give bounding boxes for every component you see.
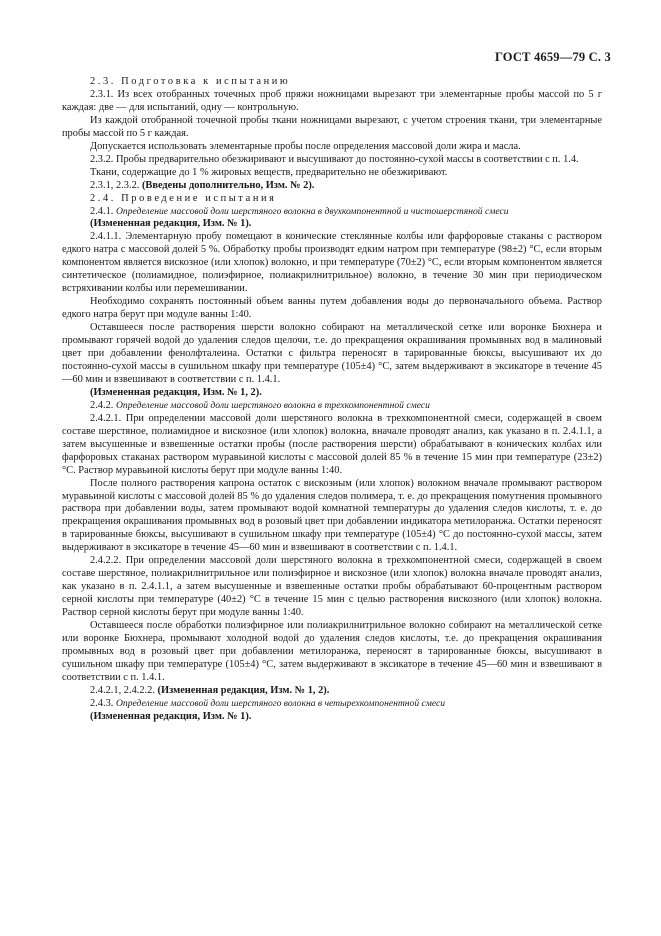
paragraph: 2.4.2.1. При определении массовой доли шерстяного волокна в трехкомпонентной смеси, содержащей в своем составе шерстяное, полиамидное и вискозное (или хлопок) волокна, вначале проводят анализ, как указано в п. 2.4.1.1, а затем высушенные и взвешенные остатки пробы (после растворения шерсти) обрабатывают в конических колбах или фарфоровых стаканах раствором муравьиной кислоты с массовой долей 85 % в течение 15 мин при температуре (23±2) °С. Раствор муравьиной кислоты берут при модуле ванны 1:40.: [62, 412, 602, 476]
page-header: ГОСТ 4659—79 С. 3: [494, 50, 611, 64]
paragraph: Оставшееся после обработки полиэфирное или полиакрилнитрильное волокно собирают на металлической сетке или воронке Бюхнера, промывают холодной водой до удаления следов кислоты, т.е. до прекращения окрашивания промывных вод в розовый цвет при добавлении метилоранжа, переносят в тарированные бюксы, высушивают в сушильном шкафу при температуре (105±4) °С, затем выдерживают в эксикаторе в течение 45—60 мин и взвешивают в соответствии с п. 1.4.1.: [62, 620, 602, 683]
paragraph: Допускается использовать элементарные пробы после определения массовой доли жира и масла.: [90, 140, 521, 152]
amendment-note: 2.4.2.1, 2.4.2.2. (Измененная редакция, Изм. № 1, 2).: [90, 684, 330, 696]
subsection-heading: 2.4.3. Определение массовой доли шерстяного волокна в четырехкомпонентной смеси: [90, 697, 446, 709]
paragraph: Оставшееся после растворения шерсти волокно собирают на металлической сетке или воронке Бюхнера и промывают горячей водой до удаления следов щелочи, т.е. до прекращения окрашивания промывных вод в малиновый цвет при добавлении фенолфталеина. Остатки с фильтра переносят в тарированные бюксы, высушивают их до постоянно-сухой массы в сушильном шкафу при температуре (105±4) °С, затем выдерживают в эксикаторе в течение 45—60 мин и взвешивают в соответствии с п. 1.4.1.: [62, 322, 602, 385]
paragraph: После полного растворения капрона остаток с вискозным (или хлопок) волокном вначале промывают раствором муравьиной кислоты с массовой долей 85 % до удаления следов полимера, т. е. до прекращения помутнения промывного раствора при добавлении воды, затем промывают водой комнатной температуры до удаления следов кислоты, т. е. до прекращения окрашивания промывных вод в розовый цвет при добавлении индикатора метилоранжа. Остатки переносят в тарированные бюксы, высушивают в сушильном шкафу при температуре (105±4) °С до постоянно-сухой массы, затем выдерживают в эксикаторе в течение 45—60 мин и взвешивают в соответствии с п. 1.4.1.: [62, 477, 602, 554]
paragraph: 2.4.1.1. Элементарную пробу помещают в конические стеклянные колбы или фарфоровые стаканы с раствором едкого натра с массовой долей 5 %. Обработку пробы производят едким натром при температуре (98±2) °С, если вторым компонентом является вискозное (или хлопок) волокно, и при температуре (70±2) °С, если вторым компонентом является синтетическое (полиамидное, полиэфирное, полиакрилнитрильное) волокно, в течение 30 мин при периодическом встряхивании колбы или перемешивании.: [62, 231, 602, 295]
subsection-heading: 2.4.2. Определение массовой доли шерстяного волокна в трехкомпонентной смеси: [90, 399, 430, 411]
section-heading: 2.4. Проведение испытания: [90, 192, 277, 204]
paragraph: Необходимо сохранять постоянный объем ванны путем добавления воды до первоначального объема. Раствор едкого натра берут при модуле ванны 1:40.: [62, 296, 602, 321]
amendment-note: (Измененная редакция, Изм. № 1).: [90, 710, 252, 722]
paragraph: Ткани, содержащие до 1 % жировых веществ, предварительно не обезжиривают.: [90, 166, 448, 178]
paragraph: Из каждой отобранной точечной пробы ткани ножницами вырезают, с учетом строения ткани, три элементарные пробы массой по 5 г каждая.: [62, 114, 602, 139]
paragraph: 2.3.1. Из всех отобранных точечных проб пряжи ножницами вырезают три элементарные пробы массой по 5 г каждая: две — для испытаний, одну — контрольную.: [62, 88, 602, 113]
amendment-note: (Измененная редакция, Изм. № 1).: [90, 218, 252, 230]
document-body: [62, 76, 602, 724]
amendment-note: (Измененная редакция, Изм. № 1, 2).: [90, 386, 262, 398]
paragraph: 2.3.2. Пробы предварительно обезжиривают и высушивают до постоянно-сухой массы в соответствии с п. 1.4.: [90, 153, 579, 165]
section-heading: 2.3. Подготовка к испытанию: [90, 76, 291, 87]
paragraph: 2.4.2.2. При определении массовой доли шерстяного волокна в трехкомпонентной смеси, содержащей в своем составе шерстяное, полиакрилнитрильное или полиэфирное и вискозное (или хлопок) волокна вначале проводят анализ, как указано в п. 2.4.1.1, а затем высушенные и взвешенные остатки пробы обрабатывают 60-процентным раствором серной кислоты при температуре (40±2) °С в течение 15 мин с целью растворения вискозного (или хлопок) волокна. Раствор серной кислоты берут при модуле ванны 1:40.: [62, 555, 602, 619]
subsection-heading: 2.4.1. Определение массовой доли шерстяного волокна в двухкомпонентной и чистошерстяной смеси: [90, 205, 509, 217]
amendment-note: 2.3.1, 2.3.2. (Введены дополнительно, Изм. № 2).: [90, 179, 315, 191]
